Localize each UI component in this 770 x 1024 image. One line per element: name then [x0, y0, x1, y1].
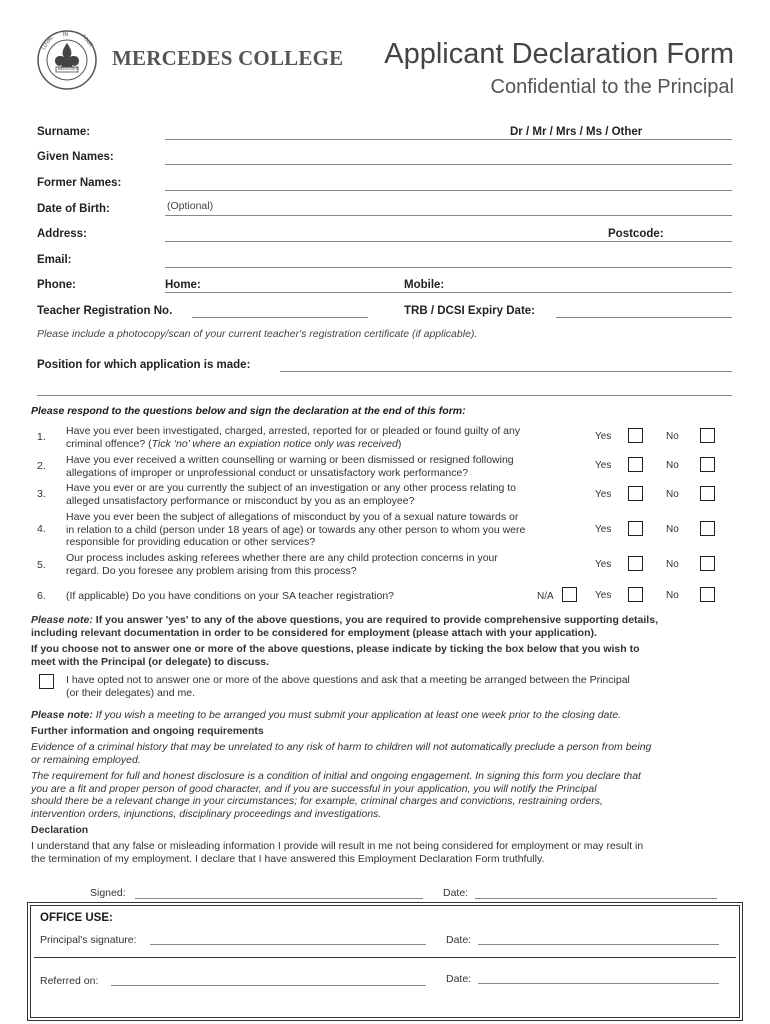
declaration-heading: Declaration	[31, 824, 89, 836]
req-line3: should there be a relevant change in your circumstances; for example, criminal charges and convictions, restraining orders,	[31, 795, 603, 807]
q5-no-label: No	[666, 559, 679, 570]
college-crest	[36, 29, 98, 91]
q2-number: 2.	[37, 460, 46, 472]
choose-line2: meet with the Principal (or delegate) to discuss.	[31, 655, 270, 668]
referred-label: Referred on:	[40, 975, 99, 987]
address-label: Address:	[37, 228, 87, 240]
q2-yes-label: Yes	[595, 460, 612, 471]
note1-label: Please note:	[31, 614, 93, 626]
q4-yes-checkbox[interactable]	[628, 521, 643, 536]
q6-no-checkbox[interactable]	[700, 587, 715, 602]
q1-yes-checkbox[interactable]	[628, 428, 643, 443]
q5-line2: regard. Do you foresee any problem arising from this process?	[66, 564, 357, 577]
address-field[interactable]	[165, 241, 732, 242]
principal-sig-label: Principal's signature:	[40, 934, 137, 946]
phone-label: Phone:	[37, 279, 76, 291]
note1-line2: including relevant documentation in order to be considered for employment (please attach with your application).	[31, 626, 597, 639]
principal-sig-field[interactable]	[150, 944, 426, 945]
q1-line2-italic: Tick ‘no’ where an expiation notice only was received	[151, 437, 398, 450]
req-line1: The requirement for full and honest disclosure is a condition of initial and ongoing engagement. In signing this form you declare that	[31, 770, 641, 782]
given-names-field[interactable]	[165, 164, 732, 165]
q1-line2	[66, 438, 586, 451]
referred-field[interactable]	[111, 985, 426, 986]
page-title: Applicant Declaration Form	[384, 38, 734, 70]
crest-motto-left: LOYAL	[40, 34, 55, 52]
decl-line1: I understand that any false or misleading information I provide will result in me not being considered for employment or may result in	[31, 840, 644, 852]
trb-expiry-label: TRB / DCSI Expiry Date:	[404, 305, 535, 317]
sign-date-label: Date:	[443, 887, 469, 899]
signed-label: Signed:	[90, 887, 126, 899]
q4-yes-label: Yes	[595, 524, 612, 535]
q4-line3: responsible for providing education or other services?	[66, 536, 316, 548]
q4-no-label: No	[666, 524, 679, 535]
q4-line1: Have you ever been the subject of allegations of misconduct by you of a sexual nature towards or	[66, 511, 519, 523]
q1-number: 1.	[37, 431, 46, 443]
trb-expiry-field[interactable]	[556, 317, 732, 318]
mobile-label: Mobile:	[404, 279, 445, 291]
q3-yes-label: Yes	[595, 489, 612, 500]
optout-line1: I have opted not to answer one or more of the above questions and ask that a meeting be arranged between the Principal	[66, 674, 630, 686]
surname-label: Surname:	[37, 126, 91, 138]
evidence-line2: or remaining employed.	[31, 753, 141, 766]
phone-field[interactable]	[165, 292, 732, 293]
q6-text: (If applicable) Do you have conditions on your SA teacher registration?	[66, 590, 395, 602]
q6-na-checkbox[interactable]	[562, 587, 577, 602]
q1-line2b: )	[397, 437, 402, 450]
q4-text	[66, 511, 591, 549]
q6-no-label: No	[666, 590, 679, 601]
q3-number: 3.	[37, 488, 46, 500]
q2-yes-checkbox[interactable]	[628, 457, 643, 472]
req-line2: you are a fit and proper person of good character, and if you are successful in your application, you will notify the Principal	[31, 782, 597, 795]
q1-no-label: No	[666, 431, 679, 442]
yes-note	[31, 614, 741, 639]
declaration-text	[31, 840, 741, 865]
q2-no-label: No	[666, 460, 679, 471]
decl-line2: the termination of my employment. I declare that I have answered this Employment Declaration Form truthfully.	[31, 852, 545, 865]
former-names-field[interactable]	[165, 190, 732, 191]
q3-line1: Have you ever or are you currently the subject of an investigation or any other process relating to	[66, 482, 516, 494]
position-field[interactable]	[280, 371, 732, 372]
q3-line2: alleged unsatisfactory performance or misconduct by you as an employee?	[66, 494, 415, 507]
q3-text	[66, 482, 586, 507]
q5-line1: Our process includes asking referees whether there are any child protection concerns in your	[66, 552, 498, 564]
q1-line2a: criminal offence? (	[66, 437, 152, 450]
q1-text	[66, 425, 586, 450]
home-phone-label: Home:	[165, 279, 201, 291]
office-date2-field[interactable]	[478, 983, 719, 984]
crest-banner: MERCEDES	[58, 67, 78, 71]
choose-note	[31, 643, 741, 668]
questions-intro: Please respond to the questions below and sign the declaration at the end of this form:	[31, 405, 466, 417]
q2-line1: Have you ever received a written counselling or warning or been dismissed or resigned following	[66, 454, 514, 466]
q3-no-checkbox[interactable]	[700, 486, 715, 501]
q5-text	[66, 552, 586, 577]
crest-motto-right: FOUR	[80, 33, 94, 49]
q6-yes-label: Yes	[595, 590, 612, 601]
q5-number: 5.	[37, 559, 46, 571]
note1-line1: If you answer 'yes' to any of the above questions, you are required to provide comprehensive supporting details,	[95, 614, 658, 626]
q1-no-checkbox[interactable]	[700, 428, 715, 443]
teacher-reg-label: Teacher Registration No.	[37, 305, 173, 317]
registration-note: Please include a photocopy/scan of your current teacher's registration certificate (if applicable).	[37, 328, 478, 340]
college-name: MERCEDES COLLEGE	[112, 46, 344, 70]
office-date2-label: Date:	[446, 973, 472, 985]
q4-line2: in relation to a child (person under 18 years of age) or towards any other person to whom you were	[66, 523, 526, 536]
q4-no-checkbox[interactable]	[700, 521, 715, 536]
q6-yes-checkbox[interactable]	[628, 587, 643, 602]
q5-no-checkbox[interactable]	[700, 556, 715, 571]
crest-motto-mid: IN	[63, 32, 68, 38]
req-line4: intervention orders, injunctions, disciplinary proceedings and investigations.	[31, 807, 382, 820]
email-field[interactable]	[165, 267, 732, 268]
q3-yes-checkbox[interactable]	[628, 486, 643, 501]
q6-number: 6.	[37, 590, 46, 602]
q2-no-checkbox[interactable]	[700, 457, 715, 472]
surname-field[interactable]	[165, 139, 732, 140]
dob-field[interactable]	[165, 215, 732, 216]
given-names-label: Given Names:	[37, 151, 114, 163]
requirement-text	[31, 770, 741, 820]
postcode-label: Postcode:	[608, 228, 664, 240]
office-use-heading: OFFICE USE:	[40, 912, 113, 924]
office-use-box	[30, 905, 740, 1018]
q6-na-label: N/A	[537, 591, 554, 602]
optout-line2: (or their delegates) and me.	[66, 686, 195, 699]
position-field-2[interactable]	[37, 395, 732, 396]
note2-label: Please note:	[31, 709, 93, 721]
q1-yes-label: Yes	[595, 431, 612, 442]
sign-date-field[interactable]	[475, 898, 717, 899]
office-date1-field[interactable]	[478, 944, 719, 945]
note2-text: If you wish a meeting to be arranged you must submit your application at least one week prior to the closing date.	[95, 709, 622, 721]
q2-text	[66, 454, 586, 479]
further-heading: Further information and ongoing requirements	[31, 725, 264, 737]
q1-line1: Have you ever been investigated, charged, arrested, reported for or pleaded or found guilty of any	[66, 425, 521, 437]
evidence-text	[31, 741, 741, 766]
q3-no-label: No	[666, 489, 679, 500]
dob-label: Date of Birth:	[37, 203, 110, 215]
q4-number: 4.	[37, 523, 46, 535]
evidence-line1: Evidence of a criminal history that may be unrelated to any risk of harm to children will not automatically preclude a person from being	[31, 741, 652, 753]
q5-yes-label: Yes	[595, 559, 612, 570]
choose-line1: If you choose not to answer one or more of the above questions, please indicate by ticking the box below that you wish to	[31, 643, 640, 655]
q5-yes-checkbox[interactable]	[628, 556, 643, 571]
dob-hint: (Optional)	[167, 200, 214, 212]
opt-out-text	[66, 674, 746, 699]
email-label: Email:	[37, 254, 72, 266]
office-date1-label: Date:	[446, 934, 472, 946]
teacher-reg-field[interactable]	[192, 317, 368, 318]
office-divider	[34, 957, 736, 958]
meeting-note	[31, 709, 621, 722]
signature-field[interactable]	[135, 898, 423, 899]
titles-label: Dr / Mr / Mrs / Ms / Other	[510, 126, 643, 138]
position-label: Position for which application is made:	[37, 359, 251, 371]
former-names-label: Former Names:	[37, 177, 122, 189]
q2-line2: allegations of improper or unprofessional conduct or unsatisfactory work performance?	[66, 466, 469, 479]
opt-out-checkbox[interactable]	[39, 674, 54, 689]
page-subtitle: Confidential to the Principal	[490, 76, 734, 98]
